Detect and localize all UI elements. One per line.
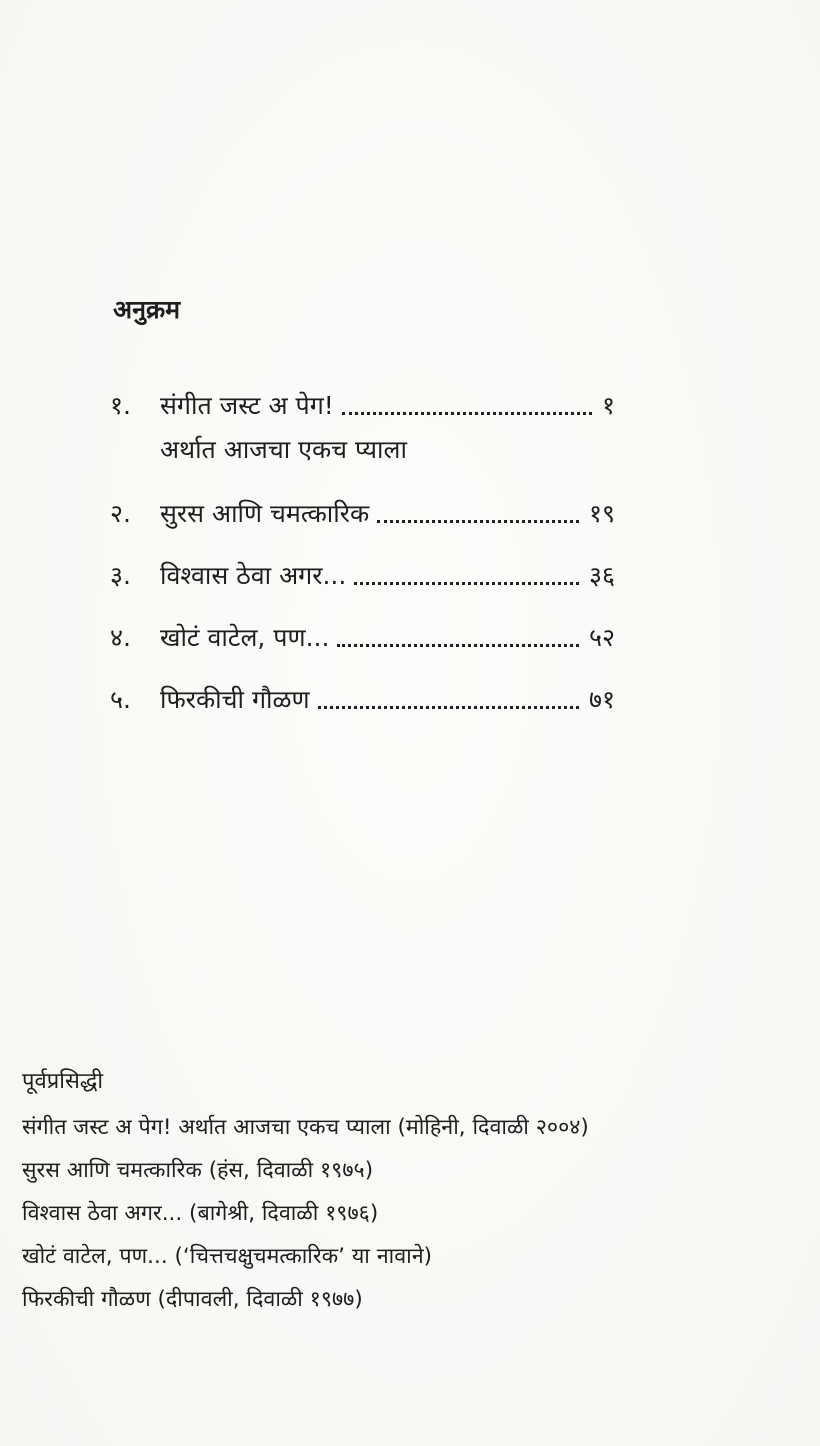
toc-entry-3	[110, 558, 615, 594]
dot-leader	[354, 549, 579, 585]
dot-leader	[337, 611, 579, 647]
dot-leader	[342, 379, 592, 415]
toc-entry-2	[110, 496, 615, 532]
toc-entry-title: खोटं वाटेल, पण...	[160, 623, 330, 652]
toc-entry-page: १९	[588, 499, 615, 528]
toc-entry-number: ४.	[110, 623, 131, 652]
previous-publication-item: खोटं वाटेल, पण... (‘चित्तचक्षुचमत्कारिक’ या नावाने)	[22, 1244, 433, 1269]
toc-entry-page: १	[601, 391, 615, 420]
toc-entry-1	[110, 388, 615, 424]
toc-entry-5	[110, 682, 615, 718]
previous-publication-item: विश्वास ठेवा अगर... (बागेश्री, दिवाळी १९७६)	[22, 1201, 379, 1226]
contents-heading: अनुक्रम	[113, 295, 181, 324]
toc-entry-page: ३६	[588, 561, 615, 590]
previous-publication-item: फिरकीची गौळण (दीपावली, दिवाळी १९७७)	[22, 1287, 363, 1312]
toc-entry-page: ५२	[588, 623, 615, 652]
toc-entry-page: ७१	[588, 685, 615, 714]
toc-entry-title: फिरकीची गौळण	[160, 685, 310, 714]
dot-leader	[377, 487, 579, 523]
toc-entry-1-subtitle: अर्थात आजचा एकच प्याला	[160, 435, 407, 464]
previous-publication-item: संगीत जस्ट अ पेग! अर्थात आजचा एकच प्याला (मोहिनी, दिवाळी २००४)	[22, 1115, 589, 1140]
toc-entry-number: १.	[110, 391, 131, 420]
previous-publication-item: सुरस आणि चमत्कारिक (हंस, दिवाळी १९७५)	[22, 1158, 374, 1183]
previous-publication-heading: पूर्वप्रसिद्धी	[22, 1069, 104, 1094]
dot-leader	[318, 673, 579, 709]
toc-entry-title: विश्वास ठेवा अगर...	[160, 561, 347, 590]
toc-entry-4	[110, 620, 615, 656]
toc-entry-title: संगीत जस्ट अ पेग!	[160, 391, 334, 420]
toc-entry-number: २.	[110, 499, 131, 528]
toc-entry-title: सुरस आणि चमत्कारिक	[160, 499, 370, 528]
toc-entry-number: ३.	[110, 561, 131, 590]
toc-entry-number: ५.	[110, 685, 131, 714]
